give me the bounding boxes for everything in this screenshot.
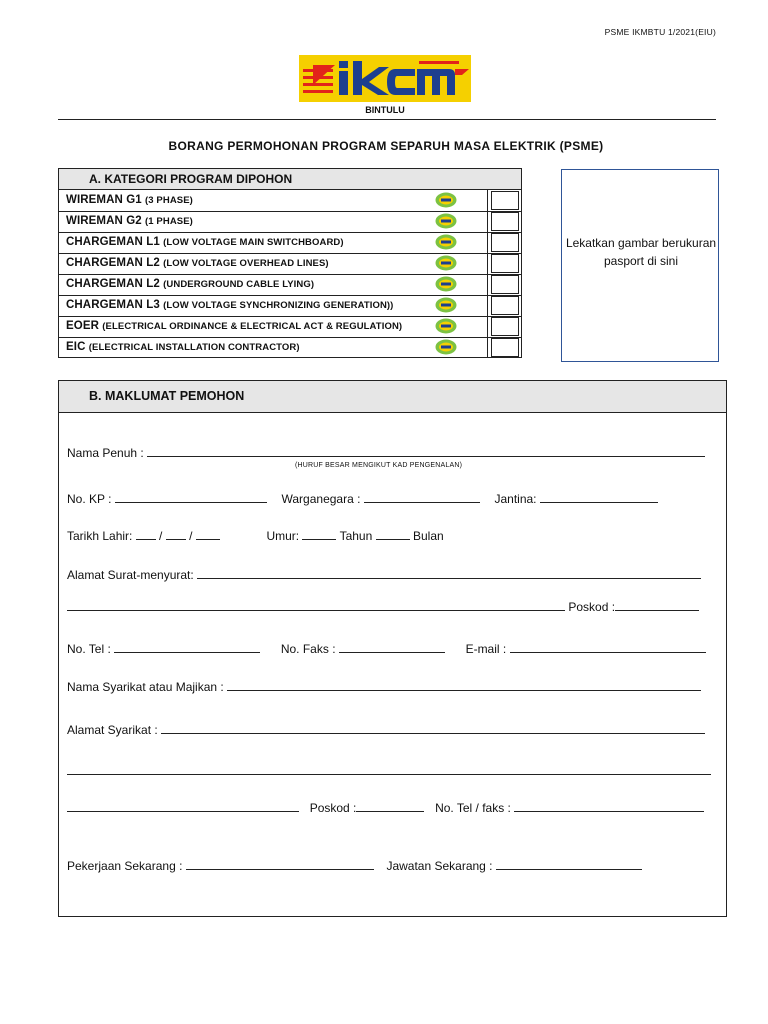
category-checkbox[interactable]: [491, 296, 519, 315]
category-row: [59, 211, 521, 233]
nama-penuh-field[interactable]: [147, 445, 705, 457]
category-label: EIC (ELECTRICAL INSTALLATION CONTRACTOR): [66, 341, 300, 353]
section-a-program-category: [58, 168, 522, 358]
category-row: [59, 316, 521, 338]
category-row: [59, 337, 521, 358]
section-b-applicant-info: [58, 380, 727, 917]
tarikh-lahir-row: Tarikh Lahir: / / Umur: Tahun Bulan: [67, 529, 444, 543]
no-tel-label: No. Tel :: [67, 642, 111, 656]
header-divider: [58, 119, 716, 120]
photo-instruction: Lekatkan gambar berukuran pasport di sini: [565, 236, 717, 268]
poskod-syarikat-field[interactable]: [356, 800, 424, 812]
ikm-mini-logo-icon: [435, 318, 457, 334]
contact-row: [67, 641, 706, 656]
ikm-mini-logo-icon: [435, 213, 457, 229]
category-checkbox[interactable]: [491, 338, 519, 357]
category-label: CHARGEMAN L2 (LOW VOLTAGE OVERHEAD LINES): [66, 257, 329, 269]
pekerjaan-label: Pekerjaan Sekarang :: [67, 859, 183, 873]
alamat-surat-label: Alamat Surat-menyurat:: [67, 568, 194, 582]
category-label: WIREMAN G1 (3 PHASE): [66, 194, 193, 206]
email-field[interactable]: [510, 641, 706, 653]
no-kp-row: [67, 491, 658, 506]
jantina-field[interactable]: [540, 491, 658, 503]
ikm-mini-logo-icon: [435, 339, 457, 355]
tarikh-day-field[interactable]: [136, 528, 156, 540]
tarikh-year-field[interactable]: [196, 528, 220, 540]
warganegara-label: Warganegara :: [281, 492, 361, 506]
category-checkbox[interactable]: [491, 254, 519, 273]
pekerjaan-field[interactable]: [186, 858, 374, 870]
ikm-mini-logo-icon: [435, 234, 457, 250]
form-title: BORANG PERMOHONAN PROGRAM SEPARUH MASA ELEKTRIK (PSME): [168, 139, 604, 153]
nama-penuh-label: Nama Penuh :: [67, 446, 144, 460]
nama-syarikat-label: Nama Syarikat atau Majikan :: [67, 680, 224, 694]
no-kp-field[interactable]: [115, 491, 267, 503]
alamat-surat-row: [67, 567, 701, 582]
nama-penuh-hint: (HURUF BESAR MENGIKUT KAD PENGENALAN): [295, 462, 463, 469]
category-row: [59, 232, 521, 254]
jawatan-label: Jawatan Sekarang :: [386, 859, 493, 873]
category-checkbox[interactable]: [491, 212, 519, 231]
category-checkbox[interactable]: [491, 191, 519, 210]
section-a-header: [59, 169, 521, 190]
category-row: [59, 253, 521, 275]
umur-label: Umur:: [266, 529, 300, 543]
tarikh-lahir-label: Tarikh Lahir:: [67, 529, 133, 543]
category-checkbox[interactable]: [491, 317, 519, 336]
no-tel-faks-field[interactable]: [514, 800, 704, 812]
nama-penuh-row: [67, 445, 705, 460]
category-label: CHARGEMAN L2 (UNDERGROUND CABLE LYING): [66, 278, 315, 290]
category-row: [59, 274, 521, 296]
jantina-label: Jantina:: [494, 492, 537, 506]
bulan-label: Bulan: [412, 529, 444, 543]
alamat-syarikat-line3-field[interactable]: [67, 800, 299, 812]
nama-syarikat-row: [67, 679, 701, 694]
tarikh-month-field[interactable]: [166, 528, 186, 540]
tahun-label: Tahun: [339, 529, 373, 543]
alamat-syarikat-line2-field[interactable]: [67, 763, 711, 775]
warganegara-field[interactable]: [364, 491, 480, 503]
poskod-field[interactable]: [615, 599, 699, 611]
no-faks-label: No. Faks :: [280, 642, 336, 656]
ikm-mini-logo-icon: [435, 276, 457, 292]
section-a-heading: A. KATEGORI PROGRAM DIPOHON: [89, 172, 293, 186]
institution-name: BINTULU: [365, 105, 405, 115]
nama-syarikat-field[interactable]: [227, 679, 701, 691]
category-row: [59, 295, 521, 317]
alamat-surat-line2-field[interactable]: [67, 599, 565, 611]
alamat-syarikat-line3-row: [67, 800, 704, 815]
section-b-header: [59, 381, 726, 413]
umur-tahun-field[interactable]: [302, 528, 336, 540]
alamat-syarikat-field[interactable]: [161, 722, 705, 734]
alamat-syarikat-line2-row: [67, 763, 711, 778]
umur-bulan-field[interactable]: [376, 528, 410, 540]
alamat-surat-line2-row: [67, 599, 699, 614]
poskod-label: Poskod :: [568, 600, 616, 614]
no-kp-label: No. KP :: [67, 492, 112, 506]
section-b-heading: B. MAKLUMAT PEMOHON: [89, 389, 245, 403]
ikm-mini-logo-icon: [435, 192, 457, 208]
alamat-syarikat-row: [67, 722, 705, 737]
no-tel-faks-label: No. Tel / faks :: [435, 801, 511, 815]
ikm-logo: [299, 55, 471, 102]
no-faks-field[interactable]: [339, 641, 445, 653]
ikm-mini-logo-icon: [435, 255, 457, 271]
no-tel-field[interactable]: [114, 641, 260, 653]
alamat-syarikat-label: Alamat Syarikat :: [67, 723, 158, 737]
category-checkbox[interactable]: [491, 275, 519, 294]
pekerjaan-row: [67, 858, 642, 873]
alamat-surat-field[interactable]: [197, 567, 701, 579]
poskod-syarikat-label: Poskod :: [309, 801, 357, 815]
category-label: CHARGEMAN L3 (LOW VOLTAGE SYNCHRONIZING GENERATION)): [66, 299, 394, 311]
document-reference: PSME IKMBTU 1/2021(EIU): [604, 27, 716, 37]
category-label: EOER (ELECTRICAL ORDINANCE & ELECTRICAL ACT & REGULATION): [66, 320, 403, 332]
category-checkbox[interactable]: [491, 233, 519, 252]
passport-photo-box[interactable]: [561, 169, 719, 362]
ikm-mini-logo-icon: [435, 297, 457, 313]
category-label: WIREMAN G2 (1 PHASE): [66, 215, 193, 227]
category-label: CHARGEMAN L1 (LOW VOLTAGE MAIN SWITCHBOARD): [66, 236, 344, 248]
category-row: [59, 190, 521, 212]
jawatan-field[interactable]: [496, 858, 642, 870]
email-label: E-mail :: [465, 642, 507, 656]
